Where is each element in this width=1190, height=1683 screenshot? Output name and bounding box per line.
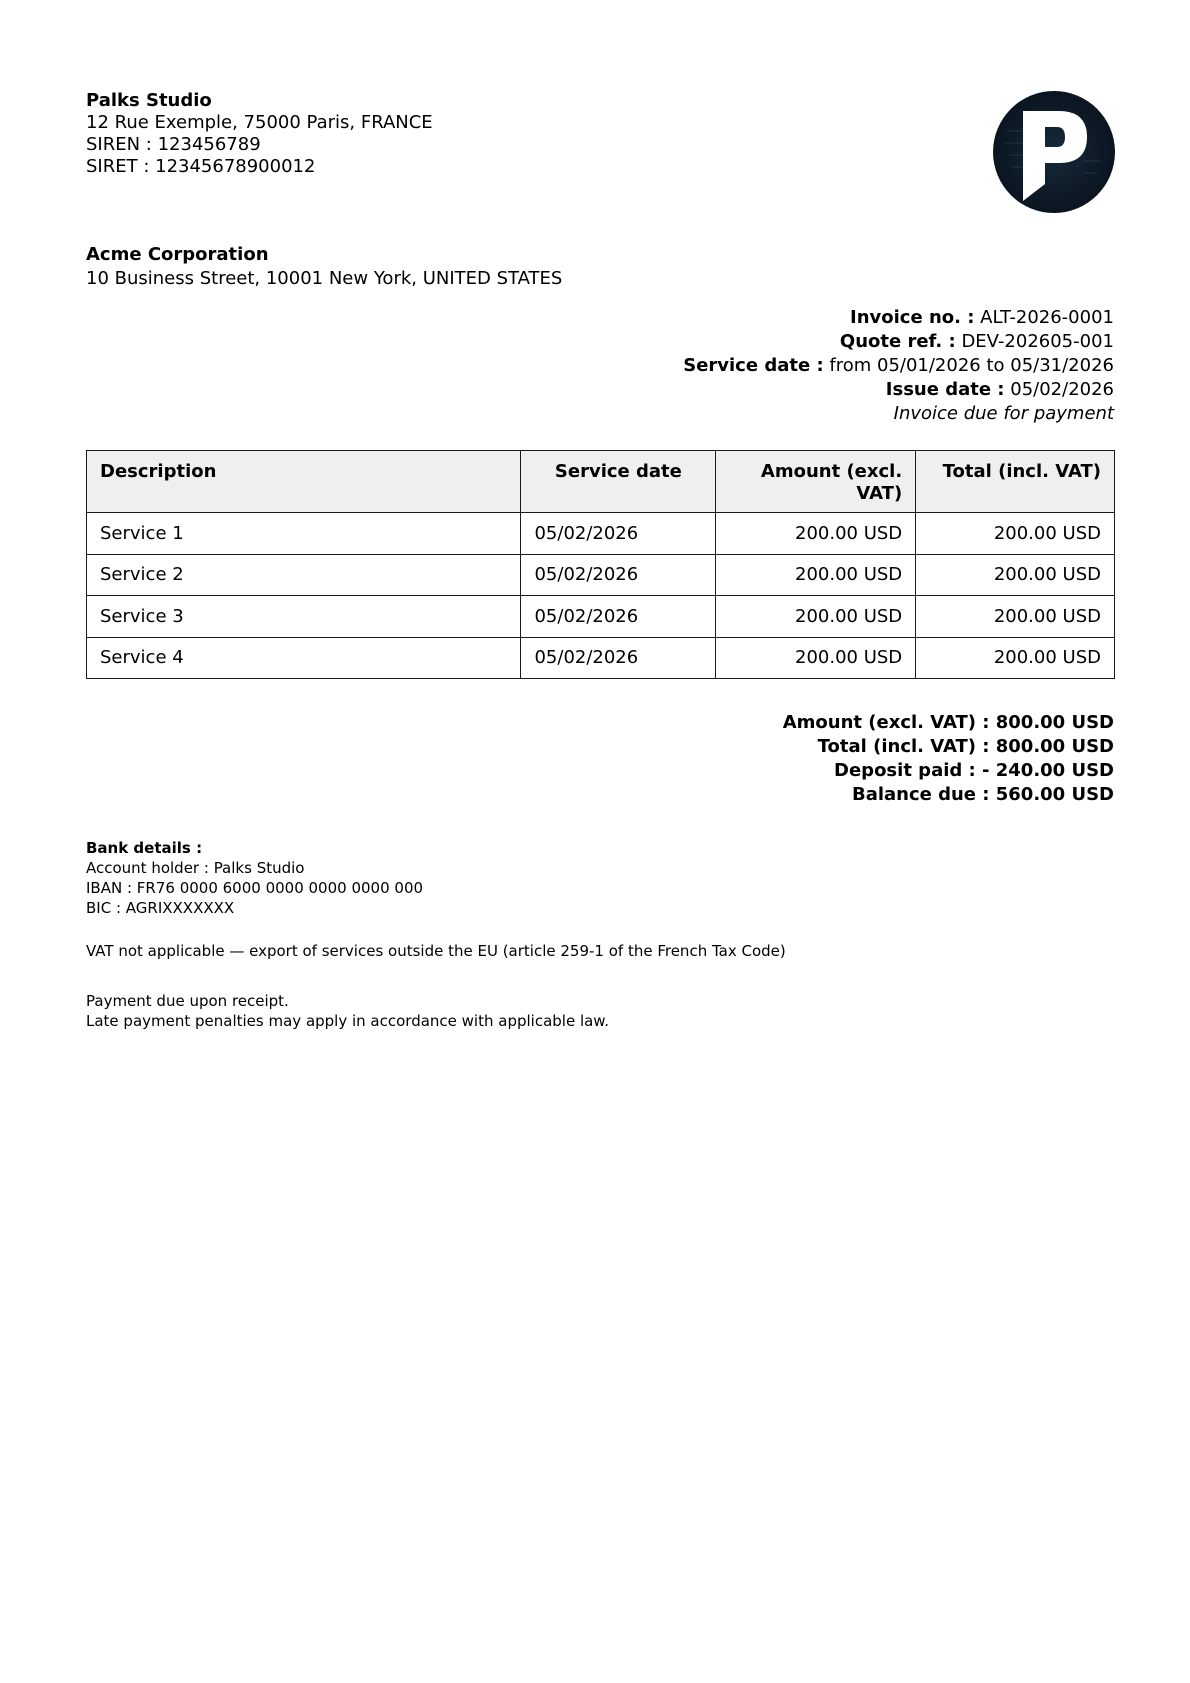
- header-amount-line2: VAT): [856, 483, 903, 504]
- table-row: [87, 637, 1115, 679]
- quote-ref-label: Quote ref. :: [839, 331, 956, 352]
- table-row: [87, 513, 1115, 555]
- items-table: [86, 450, 1115, 679]
- row-service-date: 05/02/2026: [521, 513, 716, 555]
- row-amount: 200.00 USD: [716, 554, 916, 596]
- row-total: 200.00 USD: [916, 554, 1115, 596]
- service-date-line: [683, 354, 1114, 378]
- row-total: 200.00 USD: [916, 637, 1115, 679]
- late-penalties-note: Late payment penalties may apply in accordance with applicable law.: [86, 1012, 609, 1030]
- iban: IBAN : FR76 0000 6000 0000 0000 0000 000: [86, 879, 424, 897]
- bic: BIC : AGRIXXXXXXX: [86, 899, 235, 917]
- quote-ref-line: [683, 330, 1114, 354]
- row-service-date: 05/02/2026: [521, 554, 716, 596]
- header-amount: [716, 451, 916, 513]
- logo-graphic: [993, 91, 1115, 213]
- quote-ref: DEV-202605-001: [961, 331, 1114, 352]
- table-row: [87, 554, 1115, 596]
- invoice-number-label: Invoice no. :: [850, 307, 975, 328]
- header-service-date: Service date: [521, 451, 716, 513]
- seller-siren: SIREN : 123456789: [86, 134, 261, 155]
- vat-note: VAT not applicable — export of services outside the EU (article 259-1 of the French Tax Code): [86, 942, 786, 960]
- row-service-date: 05/02/2026: [521, 596, 716, 638]
- table-header-row: [87, 451, 1115, 513]
- row-amount: 200.00 USD: [716, 637, 916, 679]
- seller-siret: SIRET : 12345678900012: [86, 156, 316, 177]
- palks-logo-icon: [993, 91, 1115, 213]
- amount-excl-vat: Amount (excl. VAT) : 800.00 USD: [782, 712, 1114, 733]
- row-description: Service 2: [87, 554, 521, 596]
- bank-details: [86, 838, 423, 918]
- client-info: [86, 243, 562, 291]
- header-description: Description: [87, 451, 521, 513]
- payment-due-note: Payment due upon receipt.: [86, 992, 289, 1010]
- client-name: Acme Corporation: [86, 244, 269, 265]
- issue-date-label: Issue date :: [885, 379, 1005, 400]
- row-description: Service 1: [87, 513, 521, 555]
- balance-due: Balance due : 560.00 USD: [851, 784, 1114, 805]
- row-total: 200.00 USD: [916, 596, 1115, 638]
- header-amount-line1: Amount (excl.: [760, 461, 903, 482]
- row-amount: 200.00 USD: [716, 513, 916, 555]
- invoice-status: Invoice due for payment: [893, 403, 1114, 424]
- invoice-meta: [683, 306, 1114, 426]
- table-row: [87, 596, 1115, 638]
- header-total: Total (incl. VAT): [916, 451, 1115, 513]
- seller-info: [86, 90, 433, 178]
- client-address: 10 Business Street, 10001 New York, UNITED STATES: [86, 268, 563, 289]
- account-holder: Account holder : Palks Studio: [86, 859, 305, 877]
- row-amount: 200.00 USD: [716, 596, 916, 638]
- bank-details-title: Bank details :: [86, 839, 203, 857]
- invoice-number: ALT-2026-0001: [980, 307, 1114, 328]
- row-total: 200.00 USD: [916, 513, 1115, 555]
- service-date: from 05/01/2026 to 05/31/2026: [829, 355, 1114, 376]
- row-description: Service 3: [87, 596, 521, 638]
- deposit-paid: Deposit paid : - 240.00 USD: [834, 760, 1114, 781]
- seller-name: Palks Studio: [86, 90, 212, 111]
- invoice-number-line: [683, 306, 1114, 330]
- totals-summary: [783, 711, 1114, 807]
- issue-date-line: [683, 378, 1114, 402]
- row-service-date: 05/02/2026: [521, 637, 716, 679]
- total-incl-vat: Total (incl. VAT) : 800.00 USD: [817, 736, 1114, 757]
- service-date-label: Service date :: [683, 355, 824, 376]
- payment-terms: [86, 991, 609, 1031]
- seller-address: 12 Rue Exemple, 75000 Paris, FRANCE: [86, 112, 433, 133]
- issue-date: 05/02/2026: [1010, 379, 1114, 400]
- row-description: Service 4: [87, 637, 521, 679]
